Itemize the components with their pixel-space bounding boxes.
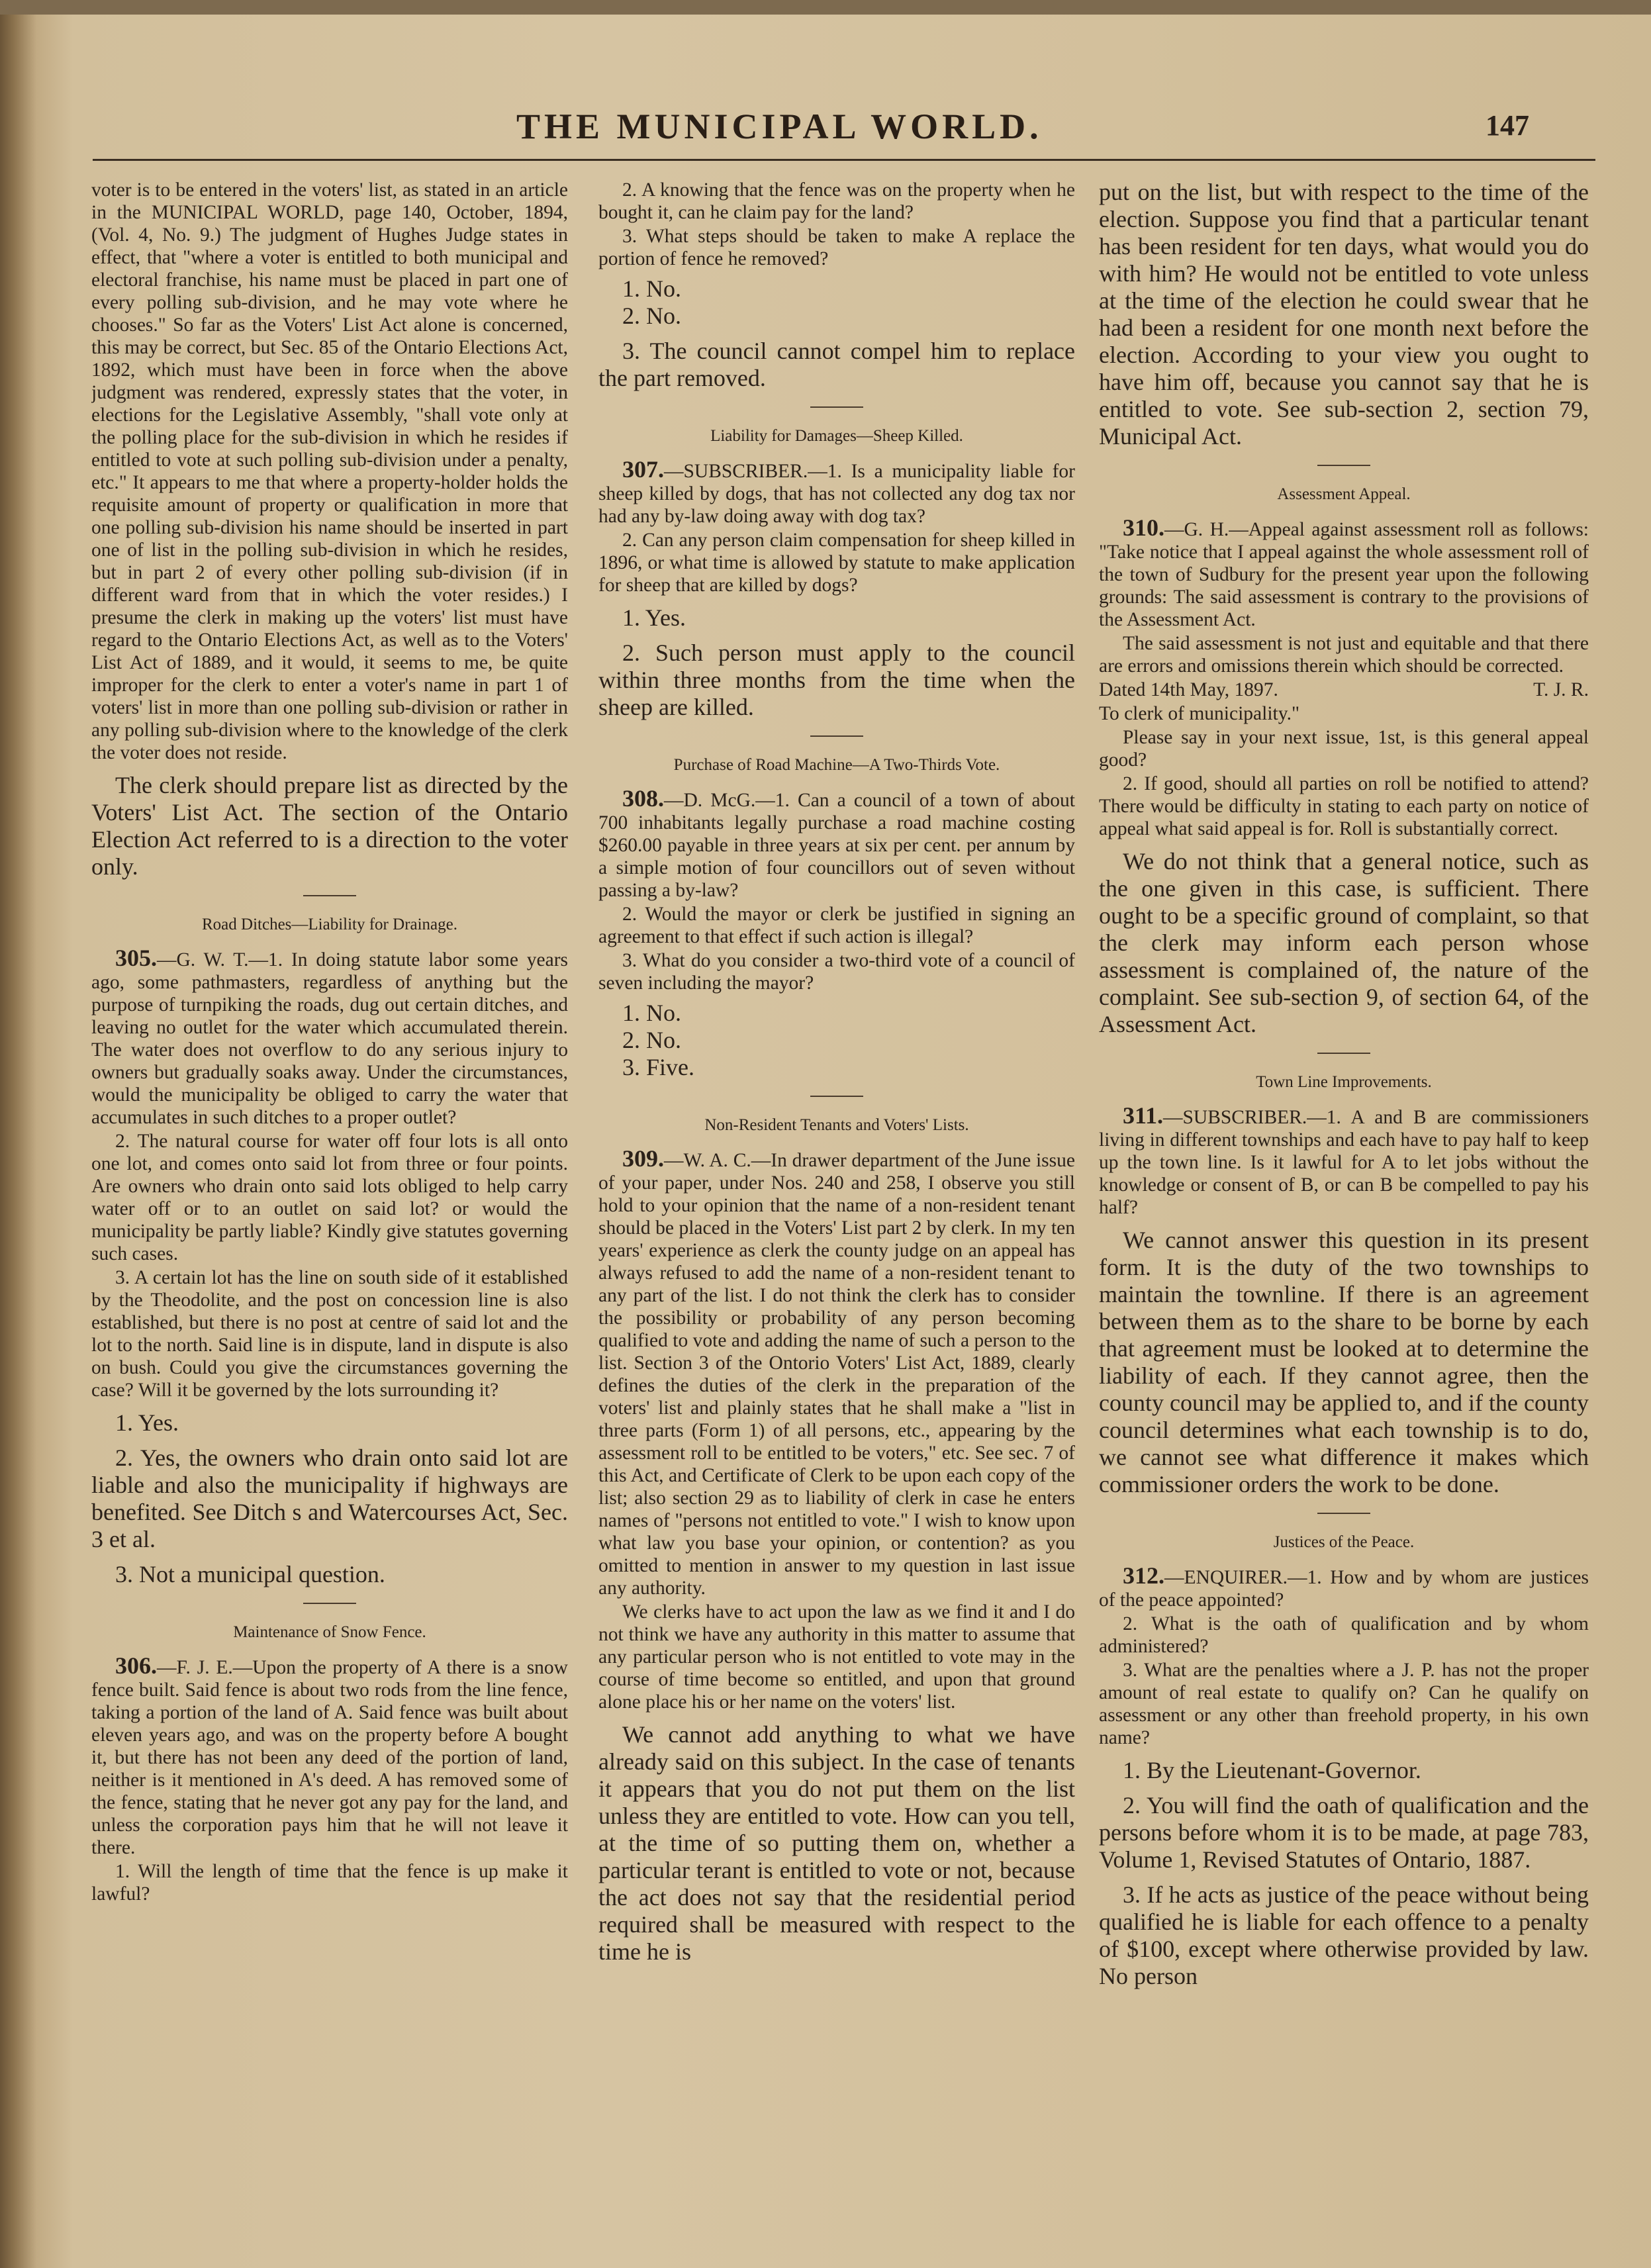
question-309 bbox=[598, 1147, 1075, 1599]
section-divider bbox=[1317, 465, 1370, 466]
section-heading-307: Liability for Damages—Sheep Killed. bbox=[710, 427, 963, 445]
question-number: 305. bbox=[115, 945, 157, 971]
answer-list bbox=[598, 275, 1075, 330]
column-3 bbox=[1099, 179, 1589, 2244]
answer-item: 1. Yes. bbox=[622, 604, 686, 631]
answer-paragraph: We do not think that a general notice, such as the one given in this case, is sufficient. There ought to be a specific ground of complaint, so that the clerk may inform each person whose assessment is complained of, the nature of the complaint. See sub-section 9, of section 64, of the Assessment Act. bbox=[1099, 848, 1589, 1037]
question-number: 310. bbox=[1123, 514, 1164, 541]
signature-initials: T. J. R. bbox=[1533, 679, 1589, 700]
page-top-edge bbox=[0, 0, 1651, 15]
question-text: —ENQUIRER.—1. How and by whom are justices of the peace appointed? bbox=[1099, 1567, 1589, 1611]
section-heading-308: Purchase of Road Machine—A Two-Thirds Vote. bbox=[673, 756, 1000, 774]
column-2 bbox=[598, 179, 1075, 2244]
question-part: The said assessment is not just and equitable and that there are errors and omissions therein which should be corrected. bbox=[1099, 633, 1589, 677]
answer-item: 3. Not a municipal question. bbox=[115, 1561, 385, 1587]
question-text: —W. A. C.—In drawer department of the June issue of your paper, under Nos. 240 and 258, I observe you still hold to your opinion that the name of a non-resident tenant should be placed in the Voters' List part 2 by clerk. In my ten years' experience as clerk the county judge on an appeal has always refused to add the name of a non-resident tenant to any part of the list. I do not think the clerk has to consider the possibility or probability of any person becoming qualified to vote and adding the name of such a person to the list. Section 3 of the Ontorio Voters' List Act, 1889, clearly defines the duties of the clerk in the preparation of the voters' list and plainly states that he shall make a "list in three parts (Form 1) of all persons, etc., appearing by the assessment roll to be entitled to be voters," etc. See sec. 7 of this Act, and Certificate of Clerk to be upon each copy of the list; also section 29 as to liability of clerk in case he enters names of "persons not entitled to vote." I wish to know upon what law you base your opinion, or contention? as you omitted to mention in answer to my question in last issue any authority. bbox=[598, 1150, 1075, 1599]
section-divider bbox=[810, 1096, 863, 1097]
masthead: THE MUNICIPAL WORLD. bbox=[516, 107, 1043, 146]
question-part: 3. What steps should be taken to make A replace the portion of fence he removed? bbox=[598, 226, 1075, 269]
question-number: 308. bbox=[622, 785, 664, 812]
answer-item: 2. No. bbox=[622, 1027, 681, 1053]
paragraph: voter is to be entered in the voters' list, as stated in an article in the MUNICIPAL WORLD, page 140, October, 1894, (Vol. 4, No. 9.) The judgment of Hughes Judge states in effect, that "where a voter is entitled to both municipal and electoral franchise, his name must be placed in part one of every polling sub-division, and he may vote where he chooses." So far as the Voters' List Act alone is concerned, this may be correct, but Sec. 85 of the Ontario Elections Act, 1892, which must have been in force when the above judgment was rendered, expressly states that the voter, in elections for the Legislative Assembly, "shall vote only at the polling place for the sub-division in which he resides if entitled to vote at such polling sub-division under a penalty, etc." It appears to me that where a property-holder holds the requisite amount of property or qualification in more that one polling sub-division his name should be inserted in part one of list in the polling sub-division in which he resides, but in part 2 of every other polling sub-division (if in different ward from that in which the voter resides.) I presume the clerk in making up the voters' list must have regard to the Ontario Elections Act, as well as to the Voters' List Act of 1889, and it would, it seems to me, be quite improper for the clerk to enter a voter's name in part 1 of voters' list in more than one polling sub-division or rather in any polling sub-division where to the knowledge of the clerk the voter does not reside. bbox=[91, 179, 568, 763]
question-part: Please say in your next issue, 1st, is this general appeal good? bbox=[1099, 727, 1589, 771]
question-number: 307. bbox=[622, 456, 664, 483]
question-311 bbox=[1099, 1104, 1589, 1219]
header-rule bbox=[93, 159, 1595, 161]
answer-list bbox=[598, 1000, 1075, 1081]
addressee-line: To clerk of municipality." bbox=[1099, 703, 1299, 724]
answer-item: 3. The council cannot compel him to replace the part removed. bbox=[598, 338, 1075, 391]
section-heading-306: Maintenance of Snow Fence. bbox=[233, 1623, 426, 1641]
section-heading-311: Town Line Improvements. bbox=[1256, 1073, 1432, 1091]
question-305 bbox=[91, 947, 568, 1129]
question-part: 3. What do you consider a two-third vote of a council of seven including the mayor? bbox=[598, 950, 1075, 994]
question-text: —SUBSCRIBER.—1. A and B are commissioners living in different townships and each have to pay half to keep up the town line. Is it lawful for A to let jobs without the knowledge or consent of B, or can B be compelled to pay his half? bbox=[1099, 1107, 1589, 1218]
question-308 bbox=[598, 787, 1075, 902]
section-divider bbox=[303, 895, 356, 896]
answer-item: 2. Yes, the owners who drain onto said lot are liable and also the municipality if highways are benefited. See Ditch s and Watercourses Act, Sec. 3 et al. bbox=[91, 1444, 568, 1552]
question-part: 1. Will the length of time that the fence is up make it lawful? bbox=[91, 1861, 568, 1905]
page-number: 147 bbox=[1486, 109, 1529, 142]
section-divider bbox=[1317, 1053, 1370, 1054]
answer-item: 2. You will find the oath of qualification and the persons before whom it is to be made, at page 783, Volume 1, Revised Statutes of Ontario, 1887. bbox=[1099, 1792, 1589, 1873]
date-text: Dated 14th May, 1897. bbox=[1099, 679, 1278, 700]
section-divider bbox=[810, 406, 863, 408]
answer-item: 1. Yes. bbox=[115, 1409, 179, 1436]
answer-item: 2. No. bbox=[622, 303, 681, 329]
answer-paragraph: The clerk should prepare list as directed by the Voters' List Act. The section of the Ontario Election Act referred to is a direction to the voter only. bbox=[91, 772, 568, 880]
answer-item: 3. If he acts as justice of the peace without being qualified he is liable for each offence to a penalty of $100, except where otherwise provided by law. No person bbox=[1099, 1881, 1589, 1989]
section-divider bbox=[1317, 1513, 1370, 1514]
question-part: 2. The natural course for water off four lots is all onto one lot, and comes onto said lot from three or four points. Are owners who drain onto said lots obliged to help carry water off or to an outlet on said lot? or would the municipality be partly liable? Kindly give statutes governing such cases. bbox=[91, 1131, 568, 1264]
answer-item: 1. By the Lieutenant-Governor. bbox=[1123, 1757, 1421, 1783]
question-part: 2. A knowing that the fence was on the property when he bought it, can he claim pay for the land? bbox=[598, 179, 1075, 223]
question-306 bbox=[91, 1654, 568, 1859]
section-heading-309: Non-Resident Tenants and Voters' Lists. bbox=[704, 1116, 969, 1134]
question-number: 312. bbox=[1123, 1562, 1164, 1589]
question-307 bbox=[598, 458, 1075, 528]
question-number: 311. bbox=[1123, 1102, 1164, 1129]
answer-paragraph: We cannot answer this question in its present form. It is the duty of the two townships to maintain the townline. If there is an agreement between them as to the share to be borne by each that agreement must be looked at to determine the liability of each. If they cannot agree, then the county council may be applied to, and if the county council determines what each township is to do, we cannot see what difference it makes which commissioner orders the work to be done. bbox=[1099, 1227, 1589, 1497]
answer-item: 2. Such person must apply to the council within three months from the time when the sheep are killed. bbox=[598, 639, 1075, 720]
answer-paragraph: put on the list, but with respect to the time of the election. Suppose you find that a particular tenant has been resident for ten days, what would you do with him? He would not be entitled to vote unless at the time of the election he could swear that he had been a resident for one month next before the election. According to your view you ought to have him off, because you cannot say that he is entitled to vote. See sub-section 2, section 79, Municipal Act. bbox=[1099, 179, 1589, 449]
question-part: 2. Would the mayor or clerk be justified in signing an agreement to that effect if such action is illegal? bbox=[598, 904, 1075, 947]
column-1 bbox=[91, 179, 568, 2244]
section-heading-312: Justices of the Peace. bbox=[1273, 1533, 1415, 1551]
question-part: 2. If good, should all parties on roll be notified to attend? There would be difficulty in stating to each party on notice of appeal what said appeal is for. Roll is substantially correct. bbox=[1099, 773, 1589, 839]
section-divider bbox=[810, 735, 863, 737]
answer-item: 3. Five. bbox=[622, 1054, 695, 1080]
question-text: —G. W. T.—1. In doing statute labor some years ago, some pathmasters, regardless of anything but the purpose of turnpiking the roads, dug out certain ditches, and leaving no outlet for the water which accumulated therein. The water does not overflow to do any serious injury to owners but gradually soaks away. Under the circumstances, would the municipality be obliged to carry the water that accumulates in such ditches to a proper outlet? bbox=[91, 949, 568, 1128]
answer-paragraph: We cannot add anything to what we have already said on this subject. In the case of tenants it appears that you do not put them on the list unless they are entitled to vote. How can you tell, at the time of so putting them on, whether a particular terant is entitled to vote or not, because the act does not say that the residential period required shall be measured with respect to the time he is bbox=[598, 1721, 1075, 1965]
question-part: 3. What are the penalties where a J. P. has not the proper amount of real estate to qualify on? Can he qualify on assessment or any other than freehold property, in his own name? bbox=[1099, 1660, 1589, 1748]
answer-item: 1. No. bbox=[622, 1000, 681, 1026]
page-header bbox=[516, 106, 1576, 152]
dated-line bbox=[1099, 679, 1589, 701]
question-part: 2. What is the oath of qualification and by whom administered? bbox=[1099, 1613, 1589, 1657]
answer-item: 1. No. bbox=[622, 275, 681, 302]
question-part: 3. A certain lot has the line on south side of it established by the Theodolite, and the post on concession line is also established, but there is no post at centre of said lot and the lot to the north. Said line is in dispute, land in dispute is also on bush. Could you give the circumstances governing the case? Will it be governed by the lots surrounding it? bbox=[91, 1267, 568, 1401]
question-312 bbox=[1099, 1564, 1589, 1611]
question-310 bbox=[1099, 516, 1589, 631]
question-text: —G. H.—Appeal against assessment roll as follows: "Take notice that I appeal against the whole assessment roll of the town of Sudbury for the present year upon the following grounds: The said assessment is contrary to the provisions of the Assessment Act. bbox=[1099, 519, 1589, 630]
section-heading-305: Road Ditches—Liability for Drainage. bbox=[202, 916, 457, 933]
question-part: We clerks have to act upon the law as we find it and I do not think we have any authority in this matter to assume that any particular person who is not entitled to vote may in the course of time become so entitled, and upon that ground alone place his or her name on the voters' list. bbox=[598, 1601, 1075, 1713]
question-part: 2. Can any person claim compensation for sheep killed in 1896, or what time is allowed by statute to make application for sheep that are killed by dogs? bbox=[598, 530, 1075, 596]
question-number: 306. bbox=[115, 1652, 157, 1679]
question-text: —SUBSCRIBER.—1. Is a municipality liable for sheep killed by dogs, that has not collected any dog tax nor had any by-law doing away with dog tax? bbox=[598, 461, 1075, 527]
question-text: —D. McG.—1. Can a council of a town of about 700 inhabitants legally purchase a road machine costing $260.00 payable in three years at six per cent. per annum by a simple motion of four councillors out of seven without passing a by-law? bbox=[598, 790, 1075, 901]
section-divider bbox=[303, 1603, 356, 1604]
question-text: —F. J. E.—Upon the property of A there is a snow fence built. Said fence is about two rods from the line fence, taking a portion of the land of A. Said fence was built about eleven years ago, and was on the property before A bought it, but there has not been any deed of the portion of land, neither is it mentioned in A's deed. A has removed some of the fence, stating that he never got any pay for the land, and unless the corporation pays him that he will not leave it there. bbox=[91, 1657, 568, 1858]
section-heading-310: Assessment Appeal. bbox=[1277, 485, 1411, 503]
question-number: 309. bbox=[622, 1145, 664, 1172]
